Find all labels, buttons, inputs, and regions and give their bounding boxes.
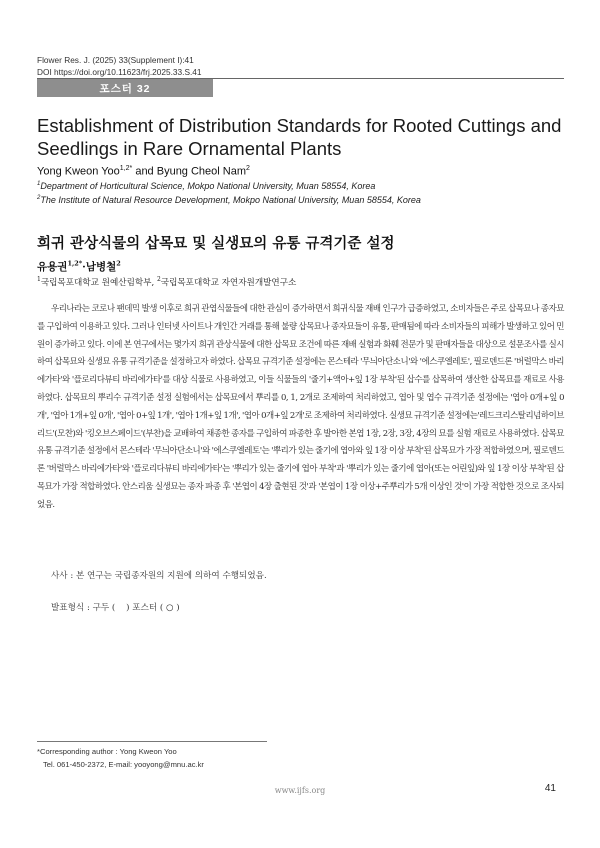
affiliation-sup: 2 bbox=[156, 276, 161, 284]
author-1-sup-ko: 1,2* bbox=[67, 259, 83, 268]
footnote bbox=[37, 746, 204, 771]
affiliation-english-2 bbox=[37, 195, 421, 205]
footnote-rule bbox=[37, 741, 267, 742]
author-1-sup: 1,2* bbox=[119, 165, 133, 172]
page-number: 41 bbox=[544, 783, 556, 794]
presentation-form: 발표형식 : 구두 ( ) 포스터 ( ○ ) bbox=[51, 603, 180, 613]
title-english: Establishment of Distribution Standards for Rooted Cuttings and Seedlings in Rare Ornamental Plants bbox=[37, 115, 562, 159]
corresponding-author: *Corresponding author : Yong Kweon Yoo bbox=[37, 747, 177, 756]
affiliation-text-ko-2: 국립목포대학교 자연자원개발연구소 bbox=[160, 278, 297, 288]
contact-info: Tel. 061-450-2372, E-mail: yooyong@mnu.ac.kr bbox=[43, 759, 204, 769]
authors-english bbox=[37, 165, 250, 178]
affiliation-text-ko-1: 국립목포대학교 원예산림학부, bbox=[40, 278, 157, 288]
affiliation-text: Department of Horticultural Science, Mokpo National University, Muan 58554, Korea bbox=[40, 181, 376, 191]
affiliations-korean bbox=[37, 276, 296, 288]
acknowledgment: 사사 : 본 연구는 국립종자원의 지원에 의하여 수행되었음. bbox=[51, 571, 267, 581]
abstract-body: 우리나라는 코로나 팬데믹 발생 이후로 희귀 관엽식물들에 대한 관심이 증가하면서 희귀식물 재배 인구가 급증하였고, 소비자들은 주로 삽목묘나 종자묘를 구입하여 이용하고 있다. 그러나 인터넷 사이트나 개인간 거래를 통해 불량 삽목묘나 종자묘들이 유통, 판매됨에 따라 소비자들의 피해가 발생하고 있어 민원이 증가하고 있다. 이에 본 연구에서는 몇가지 희귀 관상식물에 대한 삽목묘 조건에 따른 재배 실험과 화훼 전문가 및 판매자들을 대상으로 설문조사를 실시하여 삽목묘와 실생묘 유통 규격기준을 설정하고자 하였다. 삽목묘 규격기준 설정에는 몬스테라 '무늬아단소니'와 '에스쿠엘레토', 필로덴드론 '버럴막스 바리에가타'와 '플로리다뷰티 바리에가타'를 대상 식물로 사용하였고, 이들 식물들의 '줄기+액아+잎 1장 부착'된 삽수를 삽목하여 생산한 삽목묘를 재료로 사용하였다. 삽목묘의 뿌리수 규격기준 설정 실험에서는 삽목묘에서 뿌리를 0, 1, 2개로 조제하여 처리하였고, 엽아 및 엽수 규격기준 설정에는 '엽아 0개+잎 0개', '엽아 1개+잎 0개', '엽아 0+잎 1개', '엽아 1개+잎 1개', '엽아 0개+잎 2개'로 조제하여 처리하였다. 실생묘 규격기준 설정에는'레드크리스탈리넘하이브리드'(모찬)와 '킹오브스페이드'(부찬)을 교배하여 채종한 종자를 구입하여 파종한 후 발아한 본엽 1장, 2장, 3장, 4장의 묘를 실험 재료로 사용하였다. 삽목묘 유통 규격기준 설정에서 몬스테라 '무늬아단소니'와 '에스쿠엘레토'는 '뿌리가 있는 줄기에 엽아와 잎 1장 이상 부착'된 삽목묘가 가장 적합하였으며, 필로덴드론 '버럴막스 바리에가타'와 '플로리다뷰티 바리에가타'는 '뿌리가 있는 줄기에 엽아 부착'과 '뿌리가 있는 줄기에 엽아(또는 어린잎)와 잎 1장 이상 부착'된 삽목묘가 가장 적합하였다. 안스리움 실생묘는 종자 파종 후 '본엽이 4장 출현된 것'과 '본엽이 1장 이상+주뿌리가 5개 이상인 것'이 가장 적합한 것으로 조사되었음. bbox=[37, 303, 564, 509]
author-2-sup-ko: 2 bbox=[116, 259, 121, 268]
journal-header bbox=[37, 55, 202, 78]
author-2-name-ko: 남병철 bbox=[85, 261, 117, 273]
authors-korean bbox=[37, 259, 121, 274]
section-tag: 포스터 32 bbox=[37, 79, 213, 97]
affiliation-sup: 2 bbox=[37, 195, 41, 201]
journal-citation: Flower Res. J. (2025) 33(Supplement I):41 bbox=[37, 55, 194, 65]
author-1-name: Yong Kweon Yoo bbox=[37, 165, 120, 178]
title-korean: 희귀 관상식물의 삽목묘 및 실생묘의 유통 규격기준 설정 bbox=[37, 235, 395, 252]
journal-website[interactable]: www.ijfs.org bbox=[274, 786, 326, 795]
author-2-name: Byung Cheol Nam bbox=[156, 165, 247, 178]
author-separator: · bbox=[82, 261, 86, 273]
author-connector: and bbox=[132, 165, 157, 178]
doi-link[interactable]: DOI https://doi.org/10.11623/frj.2025.33.S.41 bbox=[37, 66, 202, 77]
affiliation-text: The Institute of Natural Resource Development, Mokpo National University, Muan 58554, Korea bbox=[40, 195, 421, 205]
affiliation-sup: 1 bbox=[37, 181, 41, 187]
author-2-sup: 2 bbox=[246, 165, 250, 172]
affiliation-sup: 1 bbox=[37, 276, 41, 284]
author-1-name-ko: 유용권 bbox=[37, 261, 68, 273]
affiliation-english-1 bbox=[37, 181, 375, 191]
